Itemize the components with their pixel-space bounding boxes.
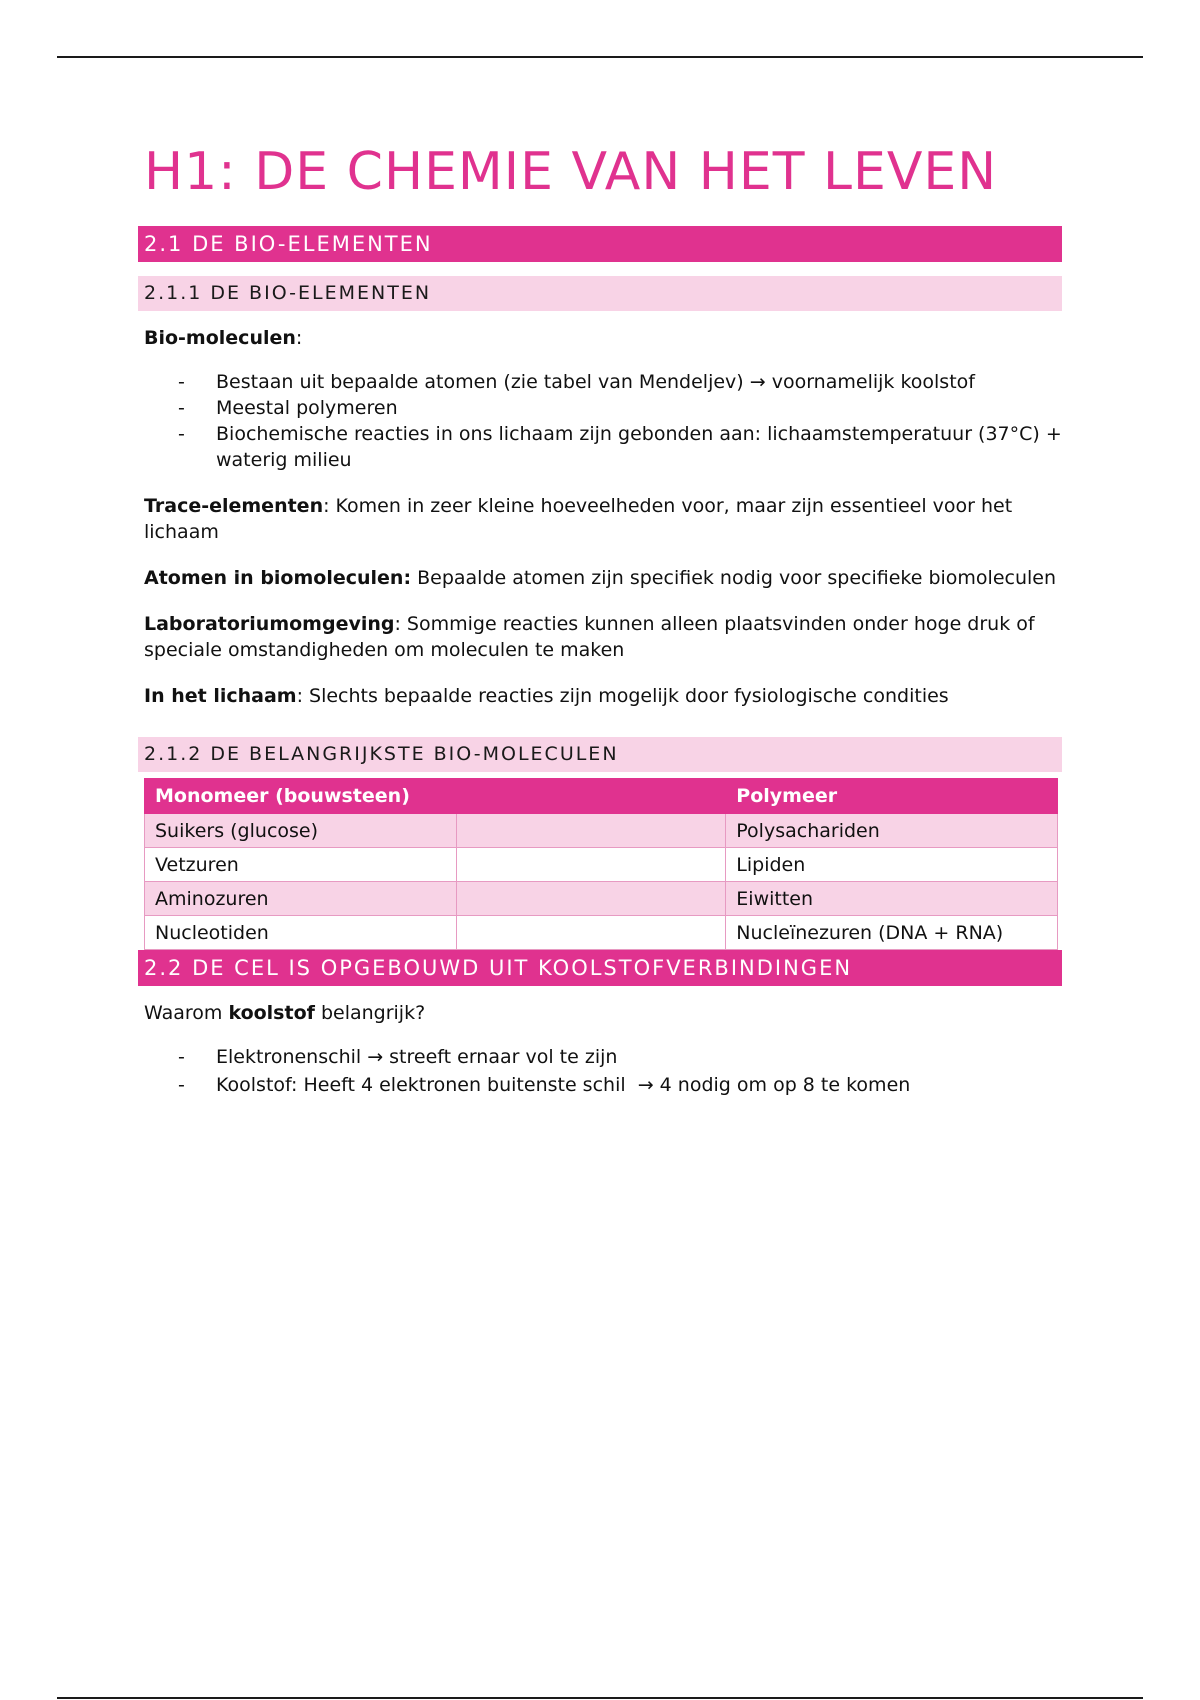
- section-heading-2-2: 2.2 DE CEL IS OPGEBOUWD UIT KOOLSTOFVERBINDINGEN: [138, 950, 1062, 986]
- table-cell: Eiwitten: [726, 882, 1058, 916]
- list-item: [138, 421, 1062, 473]
- bottom-rule: [57, 1697, 1143, 1699]
- document-body: [138, 140, 1062, 1098]
- table-cell: Vetzuren: [145, 848, 457, 882]
- list-item-text: Biochemische reacties in ons lichaam zijn gebonden aan: lichaamstemperatuur (37°C) + waterig milieu: [216, 423, 1062, 471]
- section-heading-2-1: 2.1 DE BIO-ELEMENTEN: [138, 226, 1062, 262]
- koolstof-list: [138, 1044, 1062, 1098]
- koolstof-intro-suffix: belangrijk?: [314, 1002, 426, 1024]
- page-title: H1: DE CHEMIE VAN HET LEVEN: [144, 142, 998, 202]
- list-item-text: Elektronenschil → streeft ernaar vol te zijn: [216, 1046, 618, 1068]
- table-row: [145, 848, 1058, 882]
- table-cell: Polysachariden: [726, 814, 1058, 848]
- subsection-heading-2-1-2: 2.1.2 DE BELANGRIJKSTE BIO-MOLECULEN: [138, 737, 1062, 772]
- dash-bullet: -: [178, 1046, 185, 1068]
- atomen-text: Bepaalde atomen zijn specifiek nodig voor specifieke biomoleculen: [411, 567, 1057, 589]
- table-cell: [456, 814, 726, 848]
- table-cell: [456, 882, 726, 916]
- laboratorium-text: : Sommige reacties kunnen alleen plaatsvinden onder hoge druk of speciale omstandigheden om moleculen te maken: [144, 613, 1035, 661]
- koolstof-intro-bold: koolstof: [228, 1002, 315, 1024]
- table-cell: Nucleotiden: [145, 916, 457, 950]
- table-cell: Aminozuren: [145, 882, 457, 916]
- table-cell: [456, 916, 726, 950]
- koolstof-intro-prefix: Waarom: [144, 1002, 229, 1024]
- biomolecules-table: [144, 778, 1058, 950]
- subsection-heading-2-1-1: 2.1.1 DE BIO-ELEMENTEN: [138, 276, 1062, 311]
- laboratorium-paragraph: [138, 611, 1062, 663]
- top-rule: [57, 56, 1143, 58]
- biomoleculen-paragraph: [138, 325, 1062, 351]
- table-row: [145, 814, 1058, 848]
- lichaam-text: : Slechts bepaalde reacties zijn mogelijk door fysiologische condities: [296, 685, 949, 707]
- table-header-row: [145, 779, 1058, 814]
- dash-bullet: -: [178, 423, 185, 445]
- table-header-empty: [456, 779, 726, 814]
- list-item-text: Koolstof: Heeft 4 elektronen buitenste schil → 4 nodig om op 8 te komen: [216, 1074, 911, 1096]
- trace-elementen-paragraph: [138, 493, 1062, 545]
- list-item: [138, 395, 1062, 421]
- table-cell: Nucleïnezuren (DNA + RNA): [726, 916, 1058, 950]
- table-cell: [456, 848, 726, 882]
- dash-bullet: -: [178, 397, 185, 419]
- atomen-paragraph: [138, 565, 1062, 591]
- table-cell: Suikers (glucose): [145, 814, 457, 848]
- laboratorium-label: Laboratoriumomgeving: [144, 613, 395, 635]
- koolstof-intro: [138, 1000, 1062, 1026]
- list-item: [138, 369, 1062, 395]
- list-item-text: Bestaan uit bepaalde atomen (zie tabel van Mendeljev) → voornamelijk koolstof: [216, 371, 975, 393]
- list-item: [138, 1072, 1062, 1098]
- biomoleculen-suffix: :: [295, 327, 303, 349]
- trace-elementen-label: Trace-elementen: [144, 495, 324, 517]
- dash-bullet: -: [178, 1074, 185, 1096]
- table-header-monomeer: Monomeer (bouwsteen): [145, 779, 457, 814]
- biomoleculen-label: Bio-moleculen: [144, 327, 296, 349]
- table-header-polymeer: Polymeer: [726, 779, 1058, 814]
- atomen-label: Atomen in biomoleculen:: [144, 567, 412, 589]
- lichaam-paragraph: [138, 683, 1062, 709]
- table-row: [145, 916, 1058, 950]
- lichaam-label: In het lichaam: [144, 685, 297, 707]
- dash-bullet: -: [178, 371, 185, 393]
- table-cell: Lipiden: [726, 848, 1058, 882]
- list-item-text: Meestal polymeren: [216, 397, 398, 419]
- biomoleculen-list: [138, 369, 1062, 473]
- table-row: [145, 882, 1058, 916]
- list-item: [138, 1044, 1062, 1070]
- trace-elementen-text: : Komen in zeer kleine hoeveelheden voor, maar zijn essentieel voor het lichaam: [144, 495, 1013, 543]
